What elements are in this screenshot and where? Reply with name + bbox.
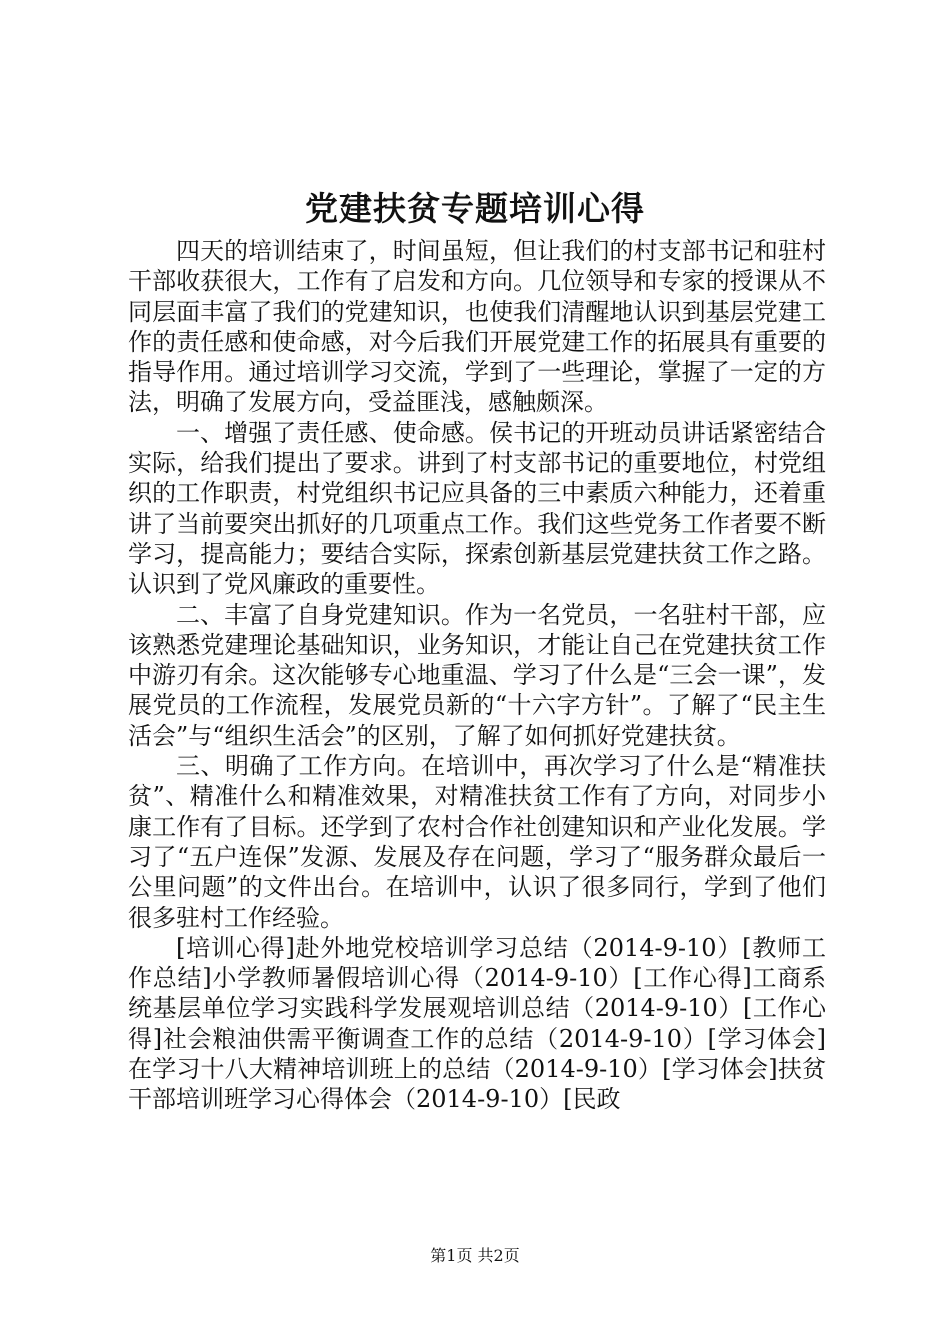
page-footer: 第1页 共2页	[430, 1246, 520, 1265]
paragraph-section-1: 一、增强了责任感、使命感。侯书记的开班动员讲话紧密结合实际，给我们提出了要求。讲到了村支部书记的重要地位，村党组织的工作职责，村党组织书记应具备的三中素质六种能力，还着重讲了当前要突出抓好的几项重点工作。我们这些党务工作者要不断学习，提高能力；要结合实际，探索创新基层党建扶贫工作之路。认识到了党风廉政的重要性。	[128, 418, 826, 599]
paragraph-intro: 四天的培训结束了，时间虽短，但让我们的村支部书记和驻村干部收获很大，工作有了启发和方向。几位领导和专家的授课从不同层面丰富了我们的党建知识，也使我们清醒地认识到基层党建工作的责任感和使命感，对今后我们开展党建工作的拓展具有重要的指导作用。通过培训学习交流，学到了一些理论，掌握了一定的方法，明确了发展方向，受益匪浅，感触颇深。	[128, 237, 826, 417]
document-body	[128, 236, 826, 1115]
document-title: 党建扶贫专题培训心得	[305, 189, 645, 228]
paragraph-section-2: 二、丰富了自身党建知识。作为一名党员，一名驻村干部，应该熟悉党建理论基础知识，业务知识，才能让自己在党建扶贫工作中游刃有余。这次能够专心地重温、学习了什么是“三会一课”，发展党员的工作流程，发展党员新的“十六字方针”。了解了“民主生活会”与“组织生活会”的区别，了解了如何抓好党建扶贫。	[128, 600, 826, 750]
paragraph-section-3: 三、明确了工作方向。在培训中，再次学习了什么是“精准扶贫”、精准什么和精准效果，对精准扶贫工作有了方向，对同步小康工作有了目标。还学到了农村合作社创建知识和产业化发展。学习了“五户连保”发源、发展及存在问题，学习了“服务群众最后一公里问题”的文件出台。在培训中，认识了很多同行，学到了他们很多驻村工作经验。	[128, 752, 826, 932]
related-articles: [培训心得]赴外地党校培训学习总结（2014-9-10）[教师工作总结]小学教师暑假培训心得（2014-9-10）[工作心得]工商系统基层单位学习实践科学发展观培训总结（2014-9-10）[工作心得]社会粮油供需平衡调查工作的总结（2014-9-10）[学习体会]在学习十八大精神培训班上的总结（2014-9-10）[学习体会]扶贫干部培训班学习心得体会（2014-9-10）[民政	[128, 933, 826, 1114]
